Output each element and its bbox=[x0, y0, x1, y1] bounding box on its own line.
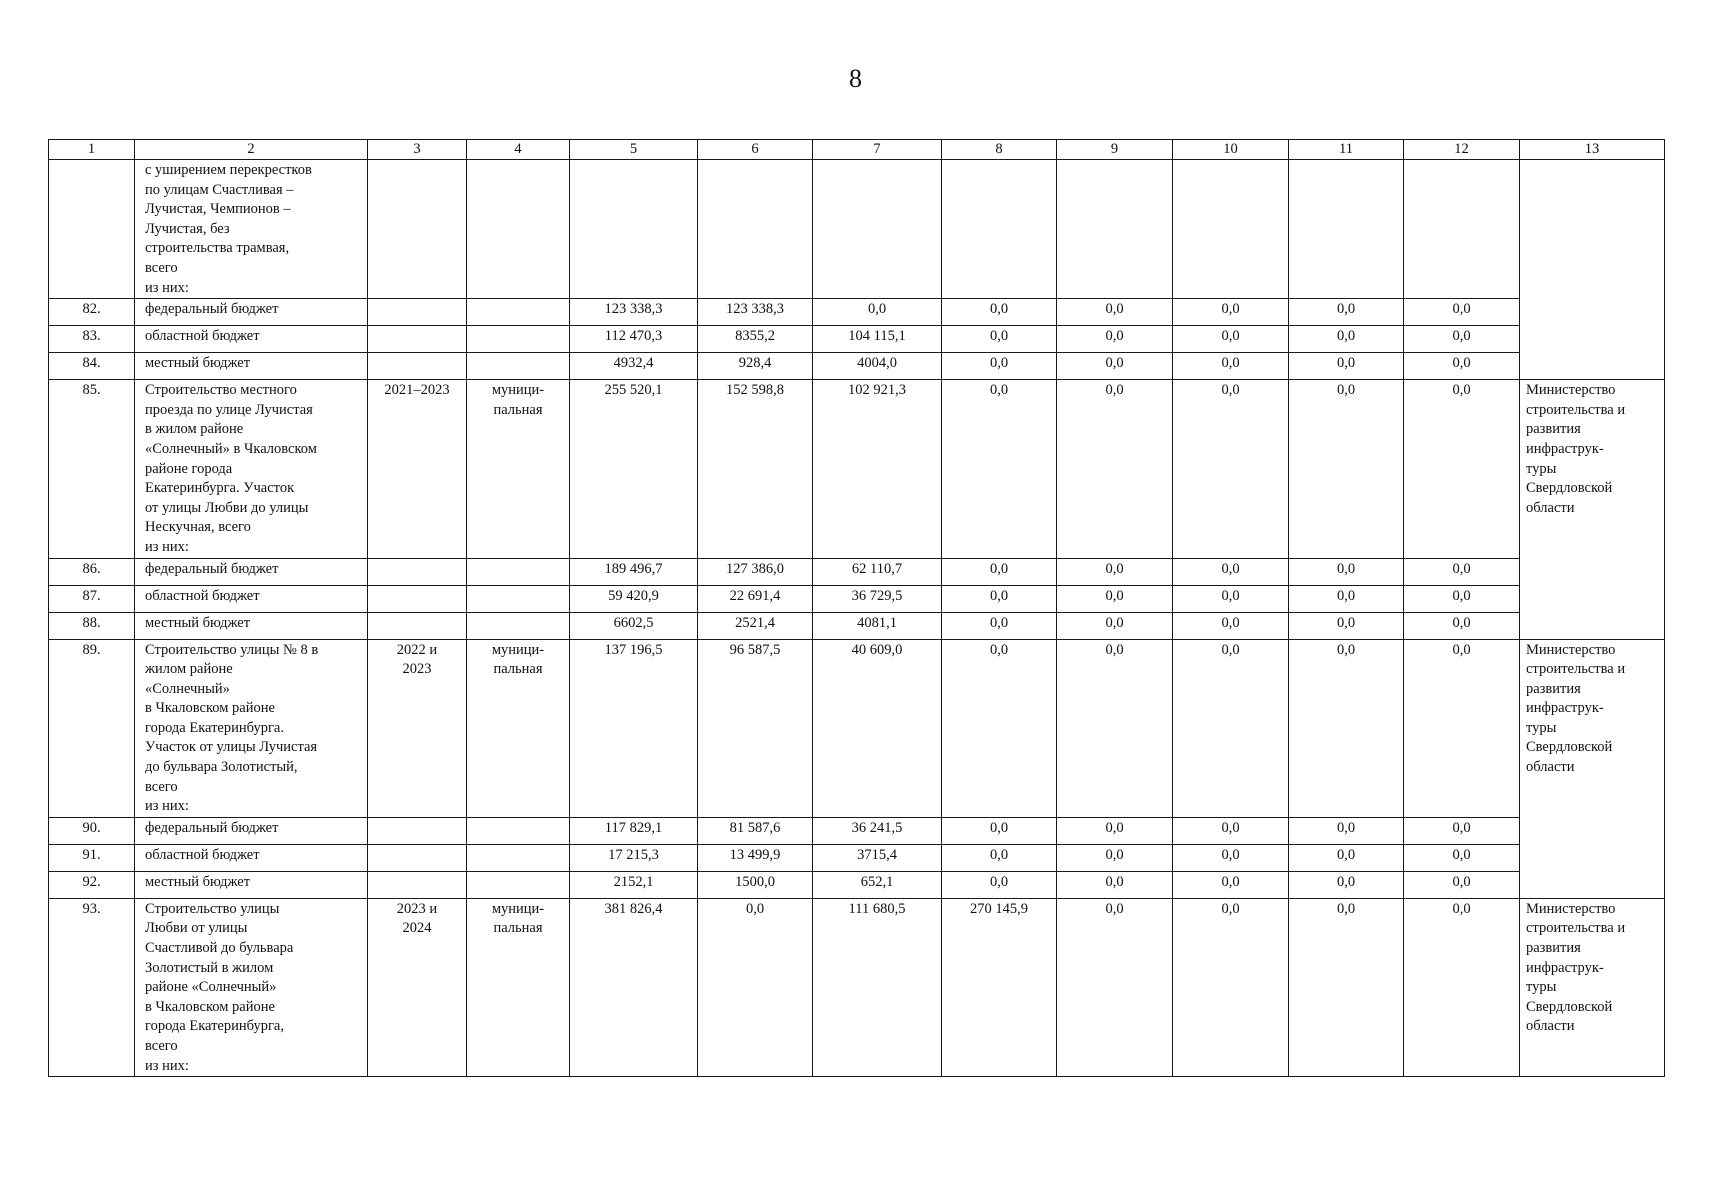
row-number-cell: 88. bbox=[49, 612, 135, 639]
row-number-cell bbox=[49, 160, 135, 299]
value-cell: 17 215,3 bbox=[570, 844, 698, 871]
value-cell: 0,0 bbox=[1289, 639, 1404, 817]
value-cell: 2152,1 bbox=[570, 871, 698, 898]
value-cell: 0,0 bbox=[1173, 871, 1289, 898]
value-cell: 0,0 bbox=[1173, 844, 1289, 871]
value-cell bbox=[942, 160, 1057, 299]
value-cell: 22 691,4 bbox=[698, 585, 813, 612]
value-cell bbox=[1289, 160, 1404, 299]
item-name-cell: Строительство улицы Любви от улицы Счастливой до бульвара Золотистый в жилом районе «Солнечный» в Чкаловском районе города Екатеринбурга, всего из них: bbox=[135, 898, 368, 1076]
table-row bbox=[49, 844, 1665, 871]
row-number-cell: 83. bbox=[49, 326, 135, 353]
value-cell: 0,0 bbox=[1404, 898, 1520, 1076]
value-cell: 0,0 bbox=[1173, 299, 1289, 326]
item-name-cell: местный бюджет bbox=[135, 612, 368, 639]
value-cell: 0,0 bbox=[942, 353, 1057, 380]
type-cell bbox=[467, 326, 570, 353]
value-cell: 0,0 bbox=[1404, 299, 1520, 326]
responsible-cell: Министерство строительства и развития инфраструк- туры Свердловской области bbox=[1520, 898, 1665, 1076]
value-cell: 4932,4 bbox=[570, 353, 698, 380]
row-number-cell: 84. bbox=[49, 353, 135, 380]
value-cell bbox=[1173, 160, 1289, 299]
value-cell: 0,0 bbox=[1404, 558, 1520, 585]
column-header: 13 bbox=[1520, 140, 1665, 160]
type-cell bbox=[467, 353, 570, 380]
row-number-cell: 85. bbox=[49, 380, 135, 558]
value-cell: 0,0 bbox=[1289, 299, 1404, 326]
value-cell: 117 829,1 bbox=[570, 817, 698, 844]
responsible-cell: Министерство строительства и развития инфраструк- туры Свердловской области bbox=[1520, 639, 1665, 898]
value-cell: 0,0 bbox=[942, 380, 1057, 558]
table-body bbox=[49, 160, 1665, 1077]
value-cell: 0,0 bbox=[1173, 558, 1289, 585]
value-cell bbox=[813, 160, 942, 299]
value-cell: 0,0 bbox=[942, 326, 1057, 353]
type-cell bbox=[467, 871, 570, 898]
row-number-cell: 82. bbox=[49, 299, 135, 326]
type-cell bbox=[467, 160, 570, 299]
item-name-cell: Строительство местного проезда по улице Лучистая в жилом районе «Солнечный» в Чкаловском районе города Екатеринбурга. Участок от улицы Любви до улицы Нескучная, всего из них: bbox=[135, 380, 368, 558]
value-cell: 0,0 bbox=[698, 898, 813, 1076]
column-header: 1 bbox=[49, 140, 135, 160]
table-row bbox=[49, 817, 1665, 844]
value-cell bbox=[698, 160, 813, 299]
responsible-cell bbox=[1520, 160, 1665, 380]
value-cell: 0,0 bbox=[1289, 817, 1404, 844]
item-name-cell: областной бюджет bbox=[135, 585, 368, 612]
value-cell: 0,0 bbox=[1057, 898, 1173, 1076]
years-cell bbox=[368, 844, 467, 871]
years-cell bbox=[368, 817, 467, 844]
value-cell: 0,0 bbox=[1404, 639, 1520, 817]
value-cell: 8355,2 bbox=[698, 326, 813, 353]
type-cell: муници- пальная bbox=[467, 380, 570, 558]
value-cell: 3715,4 bbox=[813, 844, 942, 871]
value-cell: 2521,4 bbox=[698, 612, 813, 639]
value-cell: 40 609,0 bbox=[813, 639, 942, 817]
value-cell: 0,0 bbox=[1057, 639, 1173, 817]
value-cell: 0,0 bbox=[1057, 817, 1173, 844]
value-cell: 0,0 bbox=[1173, 380, 1289, 558]
row-number-cell: 89. bbox=[49, 639, 135, 817]
value-cell: 0,0 bbox=[1173, 612, 1289, 639]
column-header: 6 bbox=[698, 140, 813, 160]
column-header: 7 bbox=[813, 140, 942, 160]
value-cell: 0,0 bbox=[1289, 326, 1404, 353]
value-cell: 36 729,5 bbox=[813, 585, 942, 612]
item-name-cell: федеральный бюджет bbox=[135, 817, 368, 844]
value-cell: 123 338,3 bbox=[570, 299, 698, 326]
value-cell: 0,0 bbox=[942, 871, 1057, 898]
value-cell: 0,0 bbox=[1404, 353, 1520, 380]
value-cell: 0,0 bbox=[1404, 871, 1520, 898]
value-cell: 111 680,5 bbox=[813, 898, 942, 1076]
value-cell: 112 470,3 bbox=[570, 326, 698, 353]
value-cell: 652,1 bbox=[813, 871, 942, 898]
value-cell: 0,0 bbox=[1057, 612, 1173, 639]
years-cell bbox=[368, 585, 467, 612]
value-cell: 0,0 bbox=[1173, 898, 1289, 1076]
value-cell: 81 587,6 bbox=[698, 817, 813, 844]
table-row bbox=[49, 558, 1665, 585]
item-name-cell: федеральный бюджет bbox=[135, 299, 368, 326]
value-cell: 189 496,7 bbox=[570, 558, 698, 585]
type-cell bbox=[467, 299, 570, 326]
item-name-cell: местный бюджет bbox=[135, 871, 368, 898]
years-cell bbox=[368, 871, 467, 898]
value-cell: 96 587,5 bbox=[698, 639, 813, 817]
value-cell: 0,0 bbox=[1173, 817, 1289, 844]
value-cell: 104 115,1 bbox=[813, 326, 942, 353]
value-cell: 0,0 bbox=[1057, 558, 1173, 585]
value-cell: 0,0 bbox=[813, 299, 942, 326]
years-cell bbox=[368, 612, 467, 639]
column-header: 2 bbox=[135, 140, 368, 160]
value-cell: 4004,0 bbox=[813, 353, 942, 380]
item-name-cell: федеральный бюджет bbox=[135, 558, 368, 585]
value-cell bbox=[1404, 160, 1520, 299]
item-name-cell: с уширением перекрестков по улицам Счастливая – Лучистая, Чемпионов – Лучистая, без строительства трамвая, всего из них: bbox=[135, 160, 368, 299]
value-cell: 0,0 bbox=[1173, 585, 1289, 612]
value-cell bbox=[1057, 160, 1173, 299]
value-cell: 0,0 bbox=[1057, 380, 1173, 558]
table-row bbox=[49, 612, 1665, 639]
value-cell: 0,0 bbox=[1057, 844, 1173, 871]
responsible-cell: Министерство строительства и развития инфраструк- туры Свердловской области bbox=[1520, 380, 1665, 639]
value-cell: 0,0 bbox=[942, 612, 1057, 639]
table-row bbox=[49, 585, 1665, 612]
page-number: 8 bbox=[849, 64, 862, 93]
years-cell: 2021–2023 bbox=[368, 380, 467, 558]
value-cell: 0,0 bbox=[1057, 353, 1173, 380]
column-header: 3 bbox=[368, 140, 467, 160]
value-cell: 255 520,1 bbox=[570, 380, 698, 558]
value-cell: 62 110,7 bbox=[813, 558, 942, 585]
value-cell: 381 826,4 bbox=[570, 898, 698, 1076]
table-row bbox=[49, 871, 1665, 898]
value-cell: 4081,1 bbox=[813, 612, 942, 639]
item-name-cell: Строительство улицы № 8 в жилом районе «Солнечный» в Чкаловском районе города Екатеринбурга. Участок от улицы Лучистая до бульвара Золотистый, всего из них: bbox=[135, 639, 368, 817]
column-header: 12 bbox=[1404, 140, 1520, 160]
type-cell bbox=[467, 558, 570, 585]
years-cell bbox=[368, 160, 467, 299]
value-cell: 0,0 bbox=[1289, 585, 1404, 612]
table-row bbox=[49, 299, 1665, 326]
row-number-cell: 86. bbox=[49, 558, 135, 585]
table-row bbox=[49, 380, 1665, 558]
value-cell: 0,0 bbox=[1057, 871, 1173, 898]
value-cell: 0,0 bbox=[1404, 612, 1520, 639]
value-cell: 123 338,3 bbox=[698, 299, 813, 326]
value-cell: 0,0 bbox=[1173, 353, 1289, 380]
years-cell bbox=[368, 299, 467, 326]
value-cell: 0,0 bbox=[1289, 871, 1404, 898]
value-cell: 0,0 bbox=[1404, 380, 1520, 558]
value-cell: 13 499,9 bbox=[698, 844, 813, 871]
column-header: 4 bbox=[467, 140, 570, 160]
value-cell: 0,0 bbox=[942, 299, 1057, 326]
item-name-cell: областной бюджет bbox=[135, 326, 368, 353]
value-cell: 0,0 bbox=[1289, 898, 1404, 1076]
value-cell: 0,0 bbox=[1057, 326, 1173, 353]
row-number-cell: 91. bbox=[49, 844, 135, 871]
type-cell: муници- пальная bbox=[467, 639, 570, 817]
type-cell bbox=[467, 585, 570, 612]
value-cell: 6602,5 bbox=[570, 612, 698, 639]
value-cell: 0,0 bbox=[1057, 585, 1173, 612]
table-row bbox=[49, 639, 1665, 817]
value-cell: 127 386,0 bbox=[698, 558, 813, 585]
item-name-cell: областной бюджет bbox=[135, 844, 368, 871]
row-number-cell: 90. bbox=[49, 817, 135, 844]
value-cell: 0,0 bbox=[1057, 299, 1173, 326]
value-cell: 152 598,8 bbox=[698, 380, 813, 558]
budget-table bbox=[48, 139, 1665, 1077]
item-name-cell: местный бюджет bbox=[135, 353, 368, 380]
value-cell: 0,0 bbox=[942, 585, 1057, 612]
type-cell bbox=[467, 612, 570, 639]
value-cell: 0,0 bbox=[1404, 844, 1520, 871]
value-cell: 270 145,9 bbox=[942, 898, 1057, 1076]
value-cell: 0,0 bbox=[1289, 558, 1404, 585]
value-cell: 0,0 bbox=[1404, 817, 1520, 844]
type-cell bbox=[467, 844, 570, 871]
value-cell: 0,0 bbox=[942, 639, 1057, 817]
value-cell: 0,0 bbox=[1404, 585, 1520, 612]
column-header: 8 bbox=[942, 140, 1057, 160]
table-row bbox=[49, 160, 1665, 299]
type-cell bbox=[467, 817, 570, 844]
value-cell: 0,0 bbox=[942, 844, 1057, 871]
value-cell: 1500,0 bbox=[698, 871, 813, 898]
table-row bbox=[49, 353, 1665, 380]
value-cell: 36 241,5 bbox=[813, 817, 942, 844]
value-cell: 59 420,9 bbox=[570, 585, 698, 612]
row-number-cell: 87. bbox=[49, 585, 135, 612]
value-cell bbox=[570, 160, 698, 299]
value-cell: 0,0 bbox=[1289, 380, 1404, 558]
value-cell: 928,4 bbox=[698, 353, 813, 380]
value-cell: 0,0 bbox=[1289, 353, 1404, 380]
column-header: 11 bbox=[1289, 140, 1404, 160]
years-cell bbox=[368, 558, 467, 585]
value-cell: 0,0 bbox=[1173, 639, 1289, 817]
value-cell: 0,0 bbox=[1289, 612, 1404, 639]
column-header: 10 bbox=[1173, 140, 1289, 160]
value-cell: 0,0 bbox=[1404, 326, 1520, 353]
table-row bbox=[49, 898, 1665, 1076]
value-cell: 0,0 bbox=[942, 558, 1057, 585]
value-cell: 102 921,3 bbox=[813, 380, 942, 558]
row-number-cell: 92. bbox=[49, 871, 135, 898]
value-cell: 0,0 bbox=[942, 817, 1057, 844]
years-cell bbox=[368, 353, 467, 380]
column-header: 5 bbox=[570, 140, 698, 160]
column-header: 9 bbox=[1057, 140, 1173, 160]
value-cell: 137 196,5 bbox=[570, 639, 698, 817]
table-row bbox=[49, 326, 1665, 353]
type-cell: муници- пальная bbox=[467, 898, 570, 1076]
years-cell bbox=[368, 326, 467, 353]
years-cell: 2023 и 2024 bbox=[368, 898, 467, 1076]
value-cell: 0,0 bbox=[1289, 844, 1404, 871]
value-cell: 0,0 bbox=[1173, 326, 1289, 353]
row-number-cell: 93. bbox=[49, 898, 135, 1076]
years-cell: 2022 и 2023 bbox=[368, 639, 467, 817]
column-number-row bbox=[49, 140, 1665, 160]
